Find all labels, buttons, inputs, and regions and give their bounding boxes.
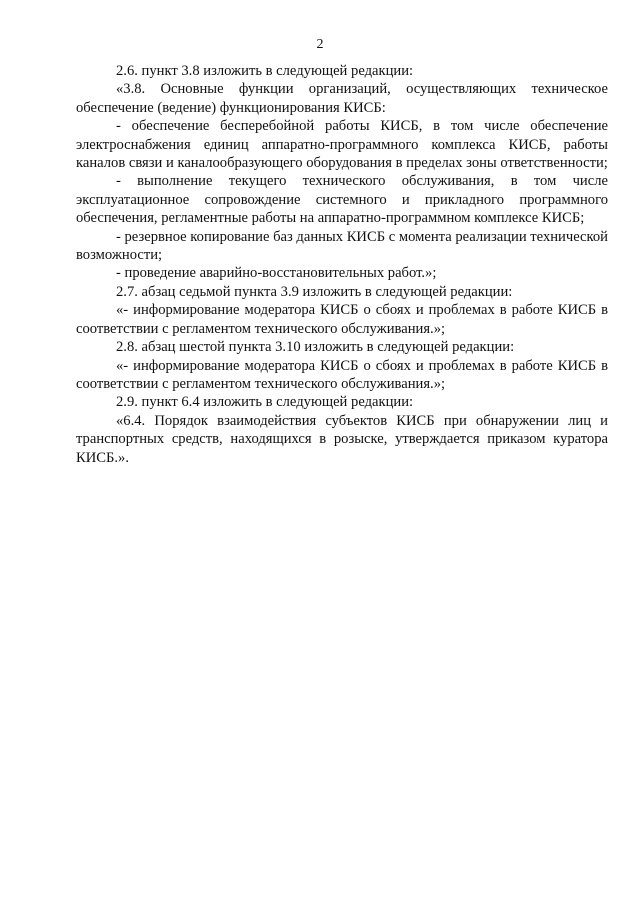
list-item-backup: - резервное копирование баз данных КИСБ с момента реализации технической возможности; xyxy=(76,228,608,264)
list-item-maintenance: - выполнение текущего технического обслуживания, в том числе эксплуатационное сопровождение системного и прикладного программного обеспечения, регламентные работы на аппаратно-программном комплексе КИСБ; xyxy=(76,173,608,227)
paragraph-3-10-quote: «- информирование модератора КИСБ о сбоях и проблемах в работе КИСБ в соответствии с регламентом технического обслуживания.»; xyxy=(76,357,608,392)
paragraph-2-7: 2.7. абзац седьмой пункта 3.9 изложить в следующей редакции: xyxy=(116,283,513,300)
paragraph-3-8-intro: «3.8. Основные функции организаций, осуществляющих техническое обеспечение (ведение) функционирования КИСБ: xyxy=(76,81,608,116)
document-body xyxy=(76,62,608,467)
list-item-uninterrupted-operation: - обеспечение бесперебойной работы КИСБ, в том числе обеспечение электроснабжения единиц аппаратно-программного комплекса КИСБ, работы каналов связи и каналообразующего оборудования в пределах зоны ответственности; xyxy=(76,118,608,172)
paragraph-2-8: 2.8. абзац шестой пункта 3.10 изложить в следующей редакции: xyxy=(116,339,515,356)
page-number: 2 xyxy=(316,37,324,52)
paragraph-6-4-quote: «6.4. Порядок взаимодействия субъектов КИСБ при обнаружении лиц и транспортных средств, находящихся в розыске, утверждается приказом куратора КИСБ.». xyxy=(76,412,608,466)
paragraph-2-9: 2.9. пункт 6.4 изложить в следующей редакции: xyxy=(116,394,414,411)
paragraph-2-6: 2.6. пункт 3.8 изложить в следующей редакции: xyxy=(116,63,414,79)
paragraph-3-9-quote: «- информирование модератора КИСБ о сбоях и проблемах в работе КИСБ в соответствии с регламентом технического обслуживания.»; xyxy=(76,302,608,337)
list-item-emergency-recovery: - проведение аварийно-восстановительных работ.»; xyxy=(116,265,437,282)
